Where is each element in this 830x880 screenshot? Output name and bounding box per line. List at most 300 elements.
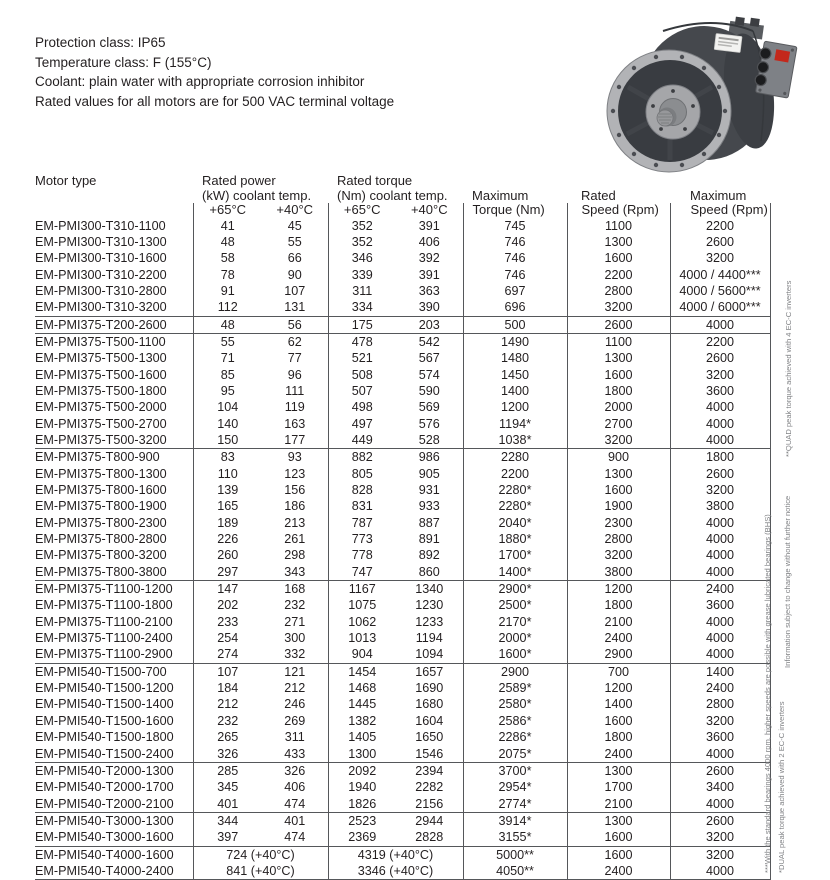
- motor-photo: [603, 12, 815, 174]
- power-65-cell: 147: [193, 581, 262, 598]
- rated-speed-cell: 1800: [567, 383, 670, 399]
- max-torque-cell: 2280*: [463, 498, 567, 514]
- rated-speed-cell: 1200: [567, 680, 670, 696]
- max-torque-cell: 2580*: [463, 696, 567, 712]
- power-65-cell: 265: [193, 729, 262, 745]
- power-40-cell: 406: [284, 780, 306, 795]
- power-40-cell: 56: [262, 316, 328, 333]
- motor-type-cell: EM-PMI375-T1100-2400: [35, 631, 173, 646]
- torque-40-cell: 406: [418, 234, 440, 249]
- table-row: [35, 531, 770, 547]
- table-row: [35, 863, 770, 880]
- power-65-cell: 397: [193, 829, 262, 846]
- motor-type-cell: EM-PMI375-T1100-2100: [35, 614, 173, 629]
- max-speed-cell: 2600: [670, 350, 770, 366]
- rated-speed-cell: 1400: [567, 696, 670, 712]
- torque-65-cell: 904: [328, 646, 396, 663]
- power-65-cell: 107: [193, 663, 262, 680]
- power-65-cell: 71: [193, 350, 262, 366]
- motor-type-cell: EM-PMI300-T310-2800: [35, 283, 167, 298]
- info-line: Protection class: IP65: [35, 35, 166, 50]
- power-65-cell: 55: [193, 333, 262, 350]
- power-65-cell: 232: [193, 713, 262, 729]
- power-65-cell: 104: [193, 399, 262, 415]
- torque-40-cell: 363: [418, 283, 440, 298]
- power-40-cell: 163: [284, 416, 306, 431]
- torque-40-cell: 2156: [415, 796, 444, 811]
- power-40-cell: 269: [284, 713, 306, 728]
- max-torque-cell: 696: [463, 299, 567, 316]
- max-torque-cell: 1700*: [463, 547, 567, 563]
- max-torque-cell: 1400: [463, 383, 567, 399]
- rated-speed-cell: 2800: [567, 531, 670, 547]
- max-speed-cell: 3200: [670, 482, 770, 498]
- max-speed-cell: 3800: [670, 498, 770, 514]
- torque-40-cell: 933: [418, 499, 440, 514]
- table-row: [35, 218, 770, 234]
- motor-type-cell: EM-PMI375-T800-2300: [35, 515, 167, 530]
- power-40-cell: 55: [287, 234, 302, 249]
- max-torque-cell: 2170*: [463, 614, 567, 630]
- rated-speed-cell: 2100: [567, 614, 670, 630]
- motor-type-cell: EM-PMI375-T200-2600: [35, 316, 193, 333]
- power-40-cell: 186: [284, 499, 306, 514]
- table-row: [35, 316, 770, 333]
- power-40-cell: 271: [284, 614, 306, 629]
- max-torque-cell: 2774*: [463, 796, 567, 813]
- max-speed-cell: 4000: [670, 564, 770, 581]
- max-torque-cell: 2280*: [463, 482, 567, 498]
- motor-type-cell: EM-PMI300-T310-1100: [35, 218, 166, 233]
- torque-40-cell: 1230: [415, 598, 444, 613]
- table-row: [35, 713, 770, 729]
- torque-65-cell: 352: [328, 234, 396, 250]
- torque-65-cell: 1300: [328, 746, 396, 763]
- torque-65-cell: 311: [328, 283, 396, 299]
- max-torque-cell: 5000**: [463, 846, 567, 863]
- max-speed-cell: 4000: [670, 746, 770, 763]
- max-speed-cell: 4000: [670, 614, 770, 630]
- motor-type-cell: EM-PMI300-T310-1300: [35, 234, 167, 249]
- motor-type-cell: EM-PMI540-T1500-1200: [35, 681, 174, 696]
- info-block: [35, 33, 394, 111]
- rated-speed-cell: 2800: [567, 283, 670, 299]
- power-65-cell: 58: [193, 250, 262, 266]
- max-speed-cell: 4000: [670, 316, 770, 333]
- max-torque-cell: 500: [463, 316, 567, 333]
- header-max-speed: Maximum: [690, 187, 747, 203]
- rated-speed-cell: 1300: [567, 762, 670, 779]
- rated-speed-cell: 1800: [567, 729, 670, 745]
- torque-65-cell: 521: [328, 350, 396, 366]
- power-65-cell: 274: [193, 646, 262, 663]
- power-65-cell: 202: [193, 597, 262, 613]
- table-row: [35, 630, 770, 646]
- max-torque-cell: 2589*: [463, 680, 567, 696]
- torque-65-cell: 1405: [328, 729, 396, 745]
- torque-40-cell: 576: [418, 416, 440, 431]
- power-40-cell: 45: [287, 218, 302, 233]
- rated-speed-cell: 2100: [567, 796, 670, 813]
- spec-table: [35, 174, 771, 880]
- power-65-cell: 189: [193, 515, 262, 531]
- header-max-speed-unit: Speed (Rpm): [670, 203, 770, 218]
- max-speed-cell: 4000 / 6000***: [670, 299, 770, 316]
- max-torque-cell: 746: [463, 267, 567, 283]
- torque-40-cell: 1604: [415, 713, 444, 728]
- power-65-cell: 48: [193, 316, 262, 333]
- torque-65-cell: 1454: [328, 663, 396, 680]
- info-line: Temperature class: F (155°C): [35, 54, 212, 70]
- max-torque-cell: 697: [463, 283, 567, 299]
- max-speed-cell: 3200: [670, 713, 770, 729]
- max-torque-cell: 1194*: [463, 416, 567, 432]
- power-40-cell: 343: [284, 564, 306, 579]
- torque-40-cell: 1680: [415, 697, 444, 712]
- max-speed-cell: 4000 / 4400***: [670, 267, 770, 283]
- torque-65-cell: 1826: [328, 796, 396, 813]
- power-65-cell: 212: [193, 696, 262, 712]
- rated-speed-cell: 1600: [567, 829, 670, 846]
- header-power-40: +40°C: [276, 202, 314, 217]
- power-65-cell: 285: [193, 762, 262, 779]
- power-65-cell: 150: [193, 432, 262, 449]
- max-speed-cell: 3600: [670, 729, 770, 745]
- motor-type-cell: EM-PMI540-T4000-1600: [35, 846, 193, 863]
- max-torque-cell: 746: [463, 250, 567, 266]
- motor-type-cell: EM-PMI540-T2000-1300: [35, 762, 193, 779]
- max-torque-cell: 1038*: [463, 432, 567, 449]
- header-rated-torque: Rated torque: [337, 173, 413, 188]
- power-40-cell: 96: [287, 367, 302, 382]
- torque-40-cell: 891: [418, 532, 440, 547]
- power-65-cell: 110: [193, 466, 262, 482]
- rated-speed-cell: 3200: [567, 432, 670, 449]
- max-torque-cell: 1200: [463, 399, 567, 415]
- rated-speed-cell: 2000: [567, 399, 670, 415]
- power-40-cell: 298: [284, 548, 306, 563]
- power-65-cell: 83: [193, 449, 262, 466]
- torque-40-cell: 1546: [415, 746, 444, 761]
- motor-type-cell: EM-PMI540-T2000-1700: [35, 780, 174, 795]
- table-row: [35, 597, 770, 613]
- rated-speed-cell: 1200: [567, 581, 670, 598]
- motor-type-cell: EM-PMI540-T1500-1400: [35, 697, 174, 712]
- motor-type-cell: EM-PMI375-T500-1800: [35, 383, 167, 398]
- spec-table-body: [35, 218, 770, 880]
- motor-type-cell: EM-PMI375-T1100-2900: [35, 647, 173, 662]
- power-65-cell: 401: [193, 796, 262, 813]
- header-max-torque-unit: Torque (Nm): [463, 203, 567, 218]
- torque-40-cell: 390: [418, 300, 440, 315]
- table-row: [35, 846, 770, 863]
- torque-65-cell: 1382: [328, 713, 396, 729]
- table-row: [35, 680, 770, 696]
- torque-65-cell: 2369: [328, 829, 396, 846]
- torque-40-cell: 1233: [415, 614, 444, 629]
- power-40-cell: 213: [284, 515, 306, 530]
- max-speed-cell: 4000: [670, 416, 770, 432]
- power-40-cell: 300: [284, 631, 306, 646]
- torque-65-cell: 805: [328, 466, 396, 482]
- power-40-cell: 66: [287, 251, 302, 266]
- torque-65-cell: 778: [328, 547, 396, 563]
- torque-40-cell: 567: [418, 351, 440, 366]
- footnote-dual: *DUAL peak torque achieved with 2 EC-C inverters: [777, 701, 786, 873]
- header-rated-power: Rated power: [202, 173, 276, 188]
- rated-speed-cell: 2400: [567, 630, 670, 646]
- motor-type-cell: EM-PMI300-T310-3200: [35, 300, 167, 315]
- max-speed-cell: 4000: [670, 432, 770, 449]
- rated-speed-cell: 1100: [567, 333, 670, 350]
- rated-torque-cell: 3346 (+40°C): [328, 863, 463, 880]
- torque-65-cell: 882: [328, 449, 396, 466]
- torque-65-cell: 787: [328, 515, 396, 531]
- power-40-cell: 212: [284, 681, 306, 696]
- max-torque-cell: 1400*: [463, 564, 567, 581]
- power-40-cell: 474: [284, 830, 306, 845]
- torque-40-cell: 391: [418, 267, 440, 282]
- motor-type-cell: EM-PMI375-T500-2700: [35, 416, 167, 431]
- power-40-cell: 232: [284, 598, 306, 613]
- power-65-cell: 254: [193, 630, 262, 646]
- max-torque-cell: 2500*: [463, 597, 567, 613]
- motor-type-cell: EM-PMI375-T500-2000: [35, 400, 167, 415]
- header-power-unit: (kW) coolant temp.: [202, 187, 312, 203]
- power-40-cell: 119: [284, 400, 305, 415]
- rated-speed-cell: 2400: [567, 863, 670, 880]
- power-40-cell: 123: [284, 466, 306, 481]
- power-65-cell: 233: [193, 614, 262, 630]
- rated-speed-cell: 1300: [567, 466, 670, 482]
- table-row: [35, 482, 770, 498]
- table-row: [35, 333, 770, 350]
- power-65-cell: 344: [193, 812, 262, 829]
- max-torque-cell: 3914*: [463, 812, 567, 829]
- max-torque-cell: 2280: [463, 449, 567, 466]
- motor-type-cell: EM-PMI300-T310-2200: [35, 267, 167, 282]
- torque-65-cell: 339: [328, 267, 396, 283]
- rated-speed-cell: 3200: [567, 299, 670, 316]
- table-row: [35, 350, 770, 366]
- max-speed-cell: 2200: [670, 218, 770, 234]
- max-torque-cell: 3155*: [463, 829, 567, 846]
- power-40-cell: 77: [287, 351, 302, 366]
- power-40-cell: 326: [262, 762, 328, 779]
- max-torque-cell: 2040*: [463, 515, 567, 531]
- max-speed-cell: 2600: [670, 812, 770, 829]
- table-row: [35, 663, 770, 680]
- rated-speed-cell: 2700: [567, 416, 670, 432]
- table-row: [35, 383, 770, 399]
- table-row: [35, 283, 770, 299]
- rated-speed-cell: 3800: [567, 564, 670, 581]
- power-40-cell: 121: [262, 663, 328, 680]
- motor-type-cell: EM-PMI375-T500-3200: [35, 432, 167, 447]
- header-max-torque: Maximum: [472, 187, 529, 203]
- table-row: [35, 829, 770, 846]
- table-row: [35, 779, 770, 795]
- torque-40-cell: 569: [418, 400, 440, 415]
- power-65-cell: 165: [193, 498, 262, 514]
- torque-65-cell: 828: [328, 482, 396, 498]
- table-row: [35, 234, 770, 250]
- power-40-cell: 261: [284, 532, 306, 547]
- torque-40-cell: 2282: [415, 780, 444, 795]
- motor-type-cell: EM-PMI540-T1500-2400: [35, 746, 174, 761]
- power-65-cell: 297: [193, 564, 262, 581]
- table-row: [35, 466, 770, 482]
- torque-65-cell: 747: [328, 564, 396, 581]
- table-row: [35, 367, 770, 383]
- power-65-cell: 345: [193, 779, 262, 795]
- rated-speed-cell: 1300: [567, 350, 670, 366]
- rated-speed-cell: 2300: [567, 515, 670, 531]
- max-speed-cell: 4000: [670, 547, 770, 563]
- max-speed-cell: 3400: [670, 779, 770, 795]
- rated-torque-cell: 4319 (+40°C): [328, 846, 463, 863]
- header-motor-type: Motor type: [35, 173, 97, 188]
- max-speed-cell: 4000: [670, 531, 770, 547]
- motor-type-cell: EM-PMI375-T500-1600: [35, 367, 167, 382]
- torque-40-cell: 1094: [415, 647, 444, 662]
- table-row: [35, 515, 770, 531]
- table-row: [35, 762, 770, 779]
- torque-65-cell: 2092: [328, 762, 396, 779]
- torque-65-cell: 346: [328, 250, 396, 266]
- max-torque-cell: 2954*: [463, 779, 567, 795]
- spec-table-header: [35, 174, 770, 218]
- table-row: [35, 416, 770, 432]
- rated-speed-cell: 900: [567, 449, 670, 466]
- table-row: [35, 812, 770, 829]
- motor-type-cell: EM-PMI375-T1100-1800: [35, 598, 173, 613]
- info-line: Coolant: plain water with appropriate corrosion inhibitor: [35, 74, 365, 89]
- rated-speed-cell: 2900: [567, 646, 670, 663]
- torque-65-cell: 1075: [328, 597, 396, 613]
- torque-40-cell: 1690: [415, 681, 444, 696]
- torque-65-cell: 508: [328, 367, 396, 383]
- max-torque-cell: 2200: [463, 466, 567, 482]
- max-torque-cell: 1490: [463, 333, 567, 350]
- power-65-cell: 139: [193, 482, 262, 498]
- max-torque-cell: 2075*: [463, 746, 567, 763]
- torque-40-cell: 2828: [415, 830, 444, 845]
- rated-speed-cell: 1100: [567, 218, 670, 234]
- torque-65-cell: 1062: [328, 614, 396, 630]
- motor-type-cell: EM-PMI540-T4000-2400: [35, 863, 193, 880]
- motor-type-cell: EM-PMI540-T3000-1300: [35, 812, 193, 829]
- power-40-cell: 177: [284, 432, 306, 447]
- power-65-cell: 91: [193, 283, 262, 299]
- rated-speed-cell: 1300: [567, 234, 670, 250]
- max-speed-cell: 4000: [670, 630, 770, 646]
- torque-65-cell: 334: [328, 299, 396, 316]
- max-speed-cell: 4000: [670, 796, 770, 813]
- torque-65-cell: 773: [328, 531, 396, 547]
- max-torque-cell: 1600*: [463, 646, 567, 663]
- power-40-cell: 168: [262, 581, 328, 598]
- max-torque-cell: 2000*: [463, 630, 567, 646]
- rated-speed-cell: 1900: [567, 498, 670, 514]
- table-row: [35, 796, 770, 813]
- header-torque-40: +40°C: [410, 202, 448, 217]
- max-speed-cell: 3200: [670, 829, 770, 846]
- power-40-cell: 311: [284, 730, 305, 745]
- rated-speed-cell: 2400: [567, 746, 670, 763]
- torque-40-cell: 892: [418, 548, 440, 563]
- power-40-cell: 62: [262, 333, 328, 350]
- torque-65-cell: 1940: [328, 779, 396, 795]
- torque-65-cell: 498: [328, 399, 396, 415]
- power-65-cell: 78: [193, 267, 262, 283]
- rated-speed-cell: 1700: [567, 779, 670, 795]
- power-65-cell: 85: [193, 367, 262, 383]
- power-65-cell: 326: [193, 746, 262, 763]
- motor-type-cell: EM-PMI375-T500-1300: [35, 351, 167, 366]
- torque-65-cell: 352: [328, 218, 396, 234]
- torque-40-cell: 2394: [396, 762, 463, 779]
- table-row: [35, 250, 770, 266]
- torque-65-cell: 1013: [328, 630, 396, 646]
- table-row: [35, 498, 770, 514]
- table-row: [35, 581, 770, 598]
- power-65-cell: 226: [193, 531, 262, 547]
- torque-40-cell: 542: [396, 333, 463, 350]
- motor-type-cell: EM-PMI540-T2000-2100: [35, 796, 174, 811]
- max-torque-cell: 2286*: [463, 729, 567, 745]
- motor-type-cell: EM-PMI375-T1100-1200: [35, 581, 193, 598]
- motor-type-cell: EM-PMI375-T800-1300: [35, 466, 167, 481]
- table-row: [35, 547, 770, 563]
- motor-type-cell: EM-PMI375-T800-1900: [35, 499, 167, 514]
- header-torque-unit: (Nm) coolant temp.: [337, 187, 448, 203]
- table-row: [35, 746, 770, 763]
- max-speed-cell: 3600: [670, 597, 770, 613]
- rated-speed-cell: 1600: [567, 482, 670, 498]
- torque-65-cell: 831: [328, 498, 396, 514]
- torque-65-cell: 507: [328, 383, 396, 399]
- torque-40-cell: 860: [418, 564, 440, 579]
- rated-power-cell: 724 (+40°C): [193, 846, 328, 863]
- table-row: [35, 399, 770, 415]
- torque-65-cell: 1445: [328, 696, 396, 712]
- power-40-cell: 93: [262, 449, 328, 466]
- motor-type-cell: EM-PMI375-T800-3200: [35, 548, 167, 563]
- motor-type-cell: EM-PMI375-T800-3800: [35, 564, 167, 579]
- info-line: Rated values for all motors are for 500 VAC terminal voltage: [35, 93, 395, 109]
- header-torque-65: +65°C: [328, 203, 396, 218]
- torque-40-cell: 931: [418, 483, 440, 497]
- power-40-cell: 246: [284, 697, 306, 712]
- max-speed-cell: 4000 / 5600***: [670, 283, 770, 299]
- motor-type-cell: EM-PMI300-T310-1600: [35, 251, 167, 266]
- power-40-cell: 433: [284, 746, 306, 761]
- torque-40-cell: 2944: [396, 812, 463, 829]
- rated-power-cell: 841 (+40°C): [193, 863, 328, 880]
- power-40-cell: 131: [284, 300, 306, 315]
- max-speed-cell: 4000: [670, 515, 770, 531]
- torque-65-cell: 478: [328, 333, 396, 350]
- max-torque-cell: 4050**: [463, 863, 567, 880]
- rated-speed-cell: 1300: [567, 812, 670, 829]
- max-torque-cell: 2586*: [463, 713, 567, 729]
- torque-40-cell: 1194: [415, 631, 443, 646]
- torque-40-cell: 986: [396, 449, 463, 466]
- max-torque-cell: 1880*: [463, 531, 567, 547]
- motor-type-cell: EM-PMI540-T1500-700: [35, 663, 193, 680]
- table-row: [35, 646, 770, 663]
